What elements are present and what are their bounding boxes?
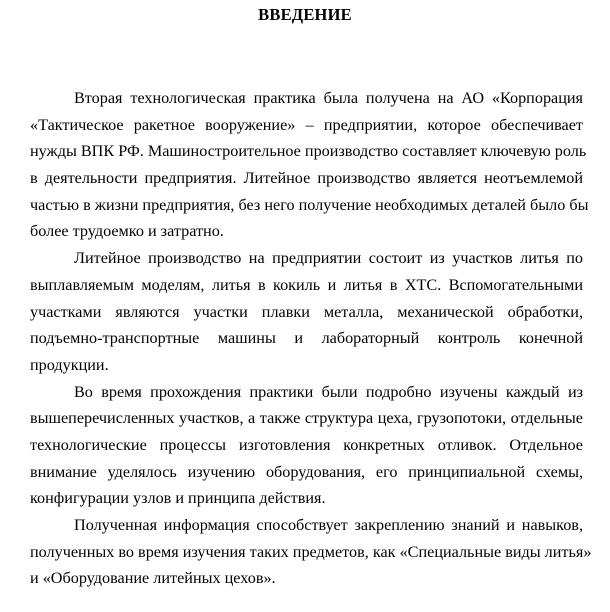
paragraph-line: конфигурации узлов и принципа действия. bbox=[30, 489, 326, 508]
paragraph-line: вышеперечисленных участков, а также структура цеха, грузопотоки, отдельные bbox=[30, 409, 583, 428]
paragraph-line: полученных во время изучения таких предметов, как «Специальные виды литья» bbox=[30, 542, 592, 561]
paragraph-line: внимание уделялось изучению оборудования, его принципиальной схемы, bbox=[30, 462, 583, 481]
paragraph-line: Во время прохождения практики были подробно изучены каждый из bbox=[74, 382, 583, 401]
paragraph-line: Полученная информация способствует закреплению знаний и навыков, bbox=[74, 516, 583, 534]
paragraph-line: технологические процессы изготовления конкретных отливок. Отдельное bbox=[30, 435, 583, 454]
paragraph-line: в деятельности предприятия. Литейное производство является неотъемлемой bbox=[30, 169, 583, 188]
paragraph-2 bbox=[30, 245, 583, 378]
paragraph-line: подъемно-транспортные машины и лабораторный контроль конечной bbox=[30, 329, 583, 348]
paragraph-4 bbox=[30, 512, 592, 592]
paragraph-1 bbox=[30, 85, 589, 245]
page-title: ВВЕДЕНИЕ bbox=[258, 5, 352, 24]
paragraph-line: продукции. bbox=[30, 355, 109, 374]
paragraph-line: частью в жизни предприятия, без него получение необходимых деталей было бы bbox=[30, 195, 589, 214]
paragraph-line: Литейное производство на предприятии состоит из участков литья по bbox=[74, 249, 583, 268]
paragraph-line: более трудоемко и затратно. bbox=[30, 222, 224, 241]
paragraph-line: и «Оборудование литейных цехов». bbox=[30, 569, 276, 588]
paragraph-line: выплавляемым моделям, литья в кокиль и литья в ХТС. Вспомогательными bbox=[30, 275, 583, 294]
paragraph-line: участками являются участки плавки металла, механической обработки, bbox=[30, 302, 583, 321]
paragraph-3 bbox=[30, 379, 583, 512]
document-body bbox=[30, 85, 592, 592]
paragraph-line: нужды ВПК РФ. Машиностроительное производство составляет ключевую роль bbox=[30, 142, 587, 161]
paragraph-line: «Тактическое ракетное вооружение» – предприятии, которое обеспечивает bbox=[30, 115, 583, 134]
paragraph-line: Вторая технологическая практика была получена на АО «Корпорация bbox=[74, 89, 583, 107]
